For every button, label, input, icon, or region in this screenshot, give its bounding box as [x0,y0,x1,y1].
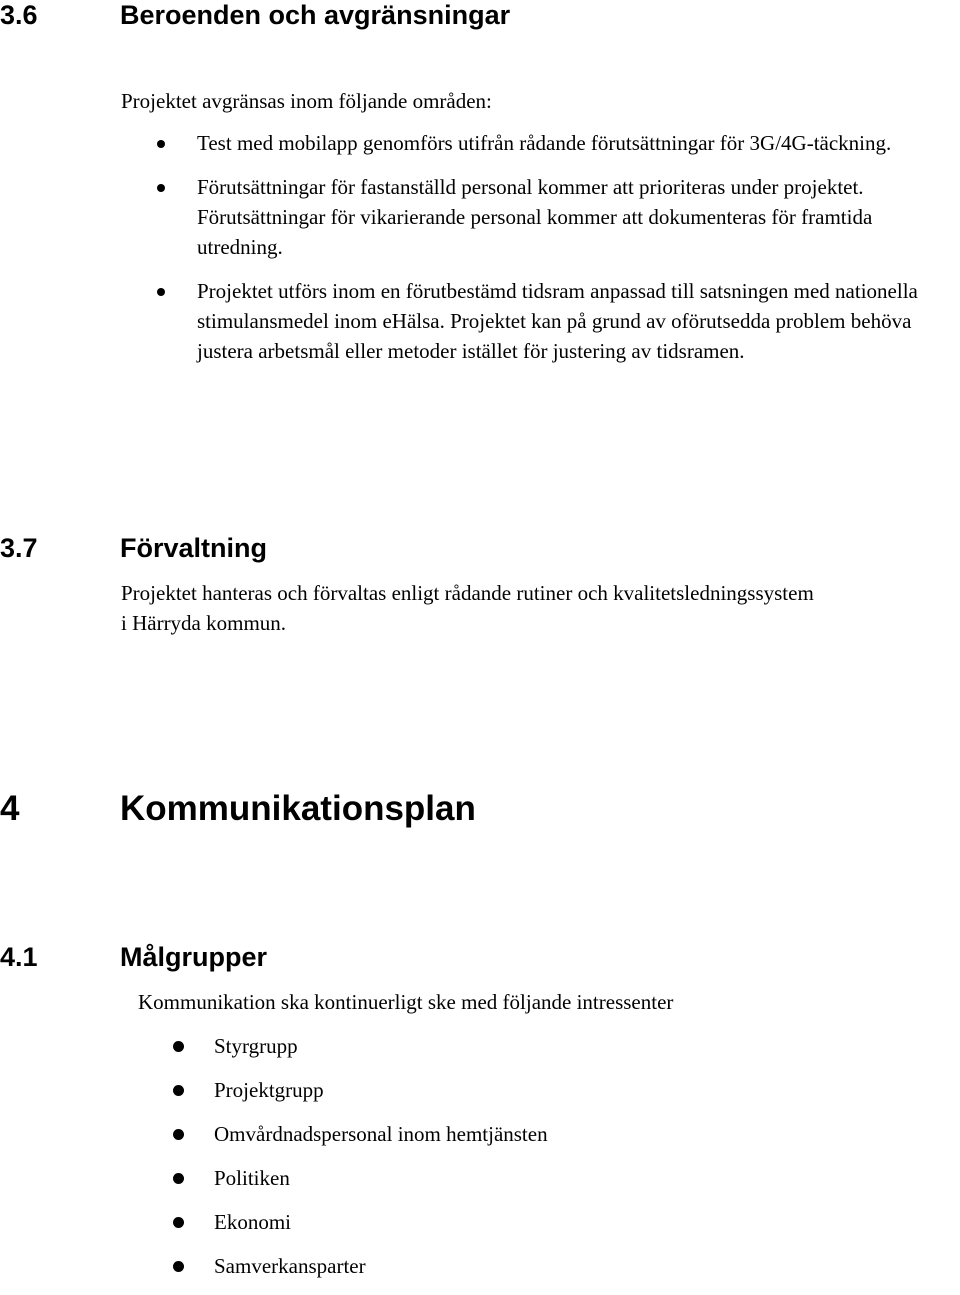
list-item-text: Förutsättningar för fastanställd personal kommer att prioriteras under projektet. Förutsättningar för vikarierande personal kommer att dokumenteras för framtida utredning. [197,175,873,259]
section-3-6-heading [0,0,510,30]
section-4-heading [0,789,476,829]
bullet-icon [173,1173,184,1184]
section-number: 3.6 [0,0,38,30]
bullet-icon [173,1041,184,1052]
section-4-1-heading [0,942,267,972]
list-item [214,1207,814,1251]
bullet-icon [173,1129,184,1140]
bullet-icon [157,140,165,148]
list-item [197,128,947,158]
bullet-icon [157,288,165,296]
bullet-icon [173,1085,184,1096]
list-item [214,1031,814,1075]
list-item-text: Test med mobilapp genomförs utifrån rådande förutsättningar för 3G/4G-täckning. [197,131,892,155]
section-number: 3.7 [0,533,38,563]
list-item [214,1075,814,1119]
target-groups-list [214,1031,814,1295]
section-title: Kommunikationsplan [120,789,476,828]
list-item-text: Styrgrupp [214,1034,298,1058]
bullet-icon [157,184,165,192]
section-3-7-text-line-2: i Härryda kommun. [121,611,287,635]
list-item [197,172,947,262]
section-title: Beroenden och avgränsningar [120,0,511,30]
list-item-text: Politiken [214,1166,290,1190]
section-3-7-heading [0,533,267,563]
bullet-icon [173,1261,184,1272]
list-item-text: Projektet utförs inom en förutbestämd tidsram anpassad till satsningen med nationella stimulansmedel inom eHälsa. Projektet kan på grund av oförutsedda problem behöva justera arbetsmål eller metoder istället för justering av tidsramen. [197,279,918,363]
section-4-1-intro: Kommunikation ska kontinuerligt ske med följande intressenter [138,990,674,1014]
list-item-text: Omvårdnadspersonal inom hemtjänsten [214,1122,548,1146]
list-item [214,1251,814,1295]
list-item [214,1163,814,1207]
list-item-text: Projektgrupp [214,1078,324,1102]
section-title: Målgrupper [120,942,268,972]
bullet-icon [173,1217,184,1228]
section-number: 4.1 [0,942,38,972]
list-item [197,276,947,366]
list-item-text: Samverkansparter [214,1254,366,1278]
section-3-6-intro: Projektet avgränsas inom följande områden: [121,89,492,113]
list-item-text: Ekonomi [214,1210,291,1234]
list-item [214,1119,814,1163]
section-title: Förvaltning [120,533,267,563]
section-3-7-text-line-1: Projektet hanteras och förvaltas enligt rådande rutiner och kvalitetsledningssystem [121,581,814,605]
limitations-list [197,128,947,380]
section-number: 4 [0,789,20,828]
